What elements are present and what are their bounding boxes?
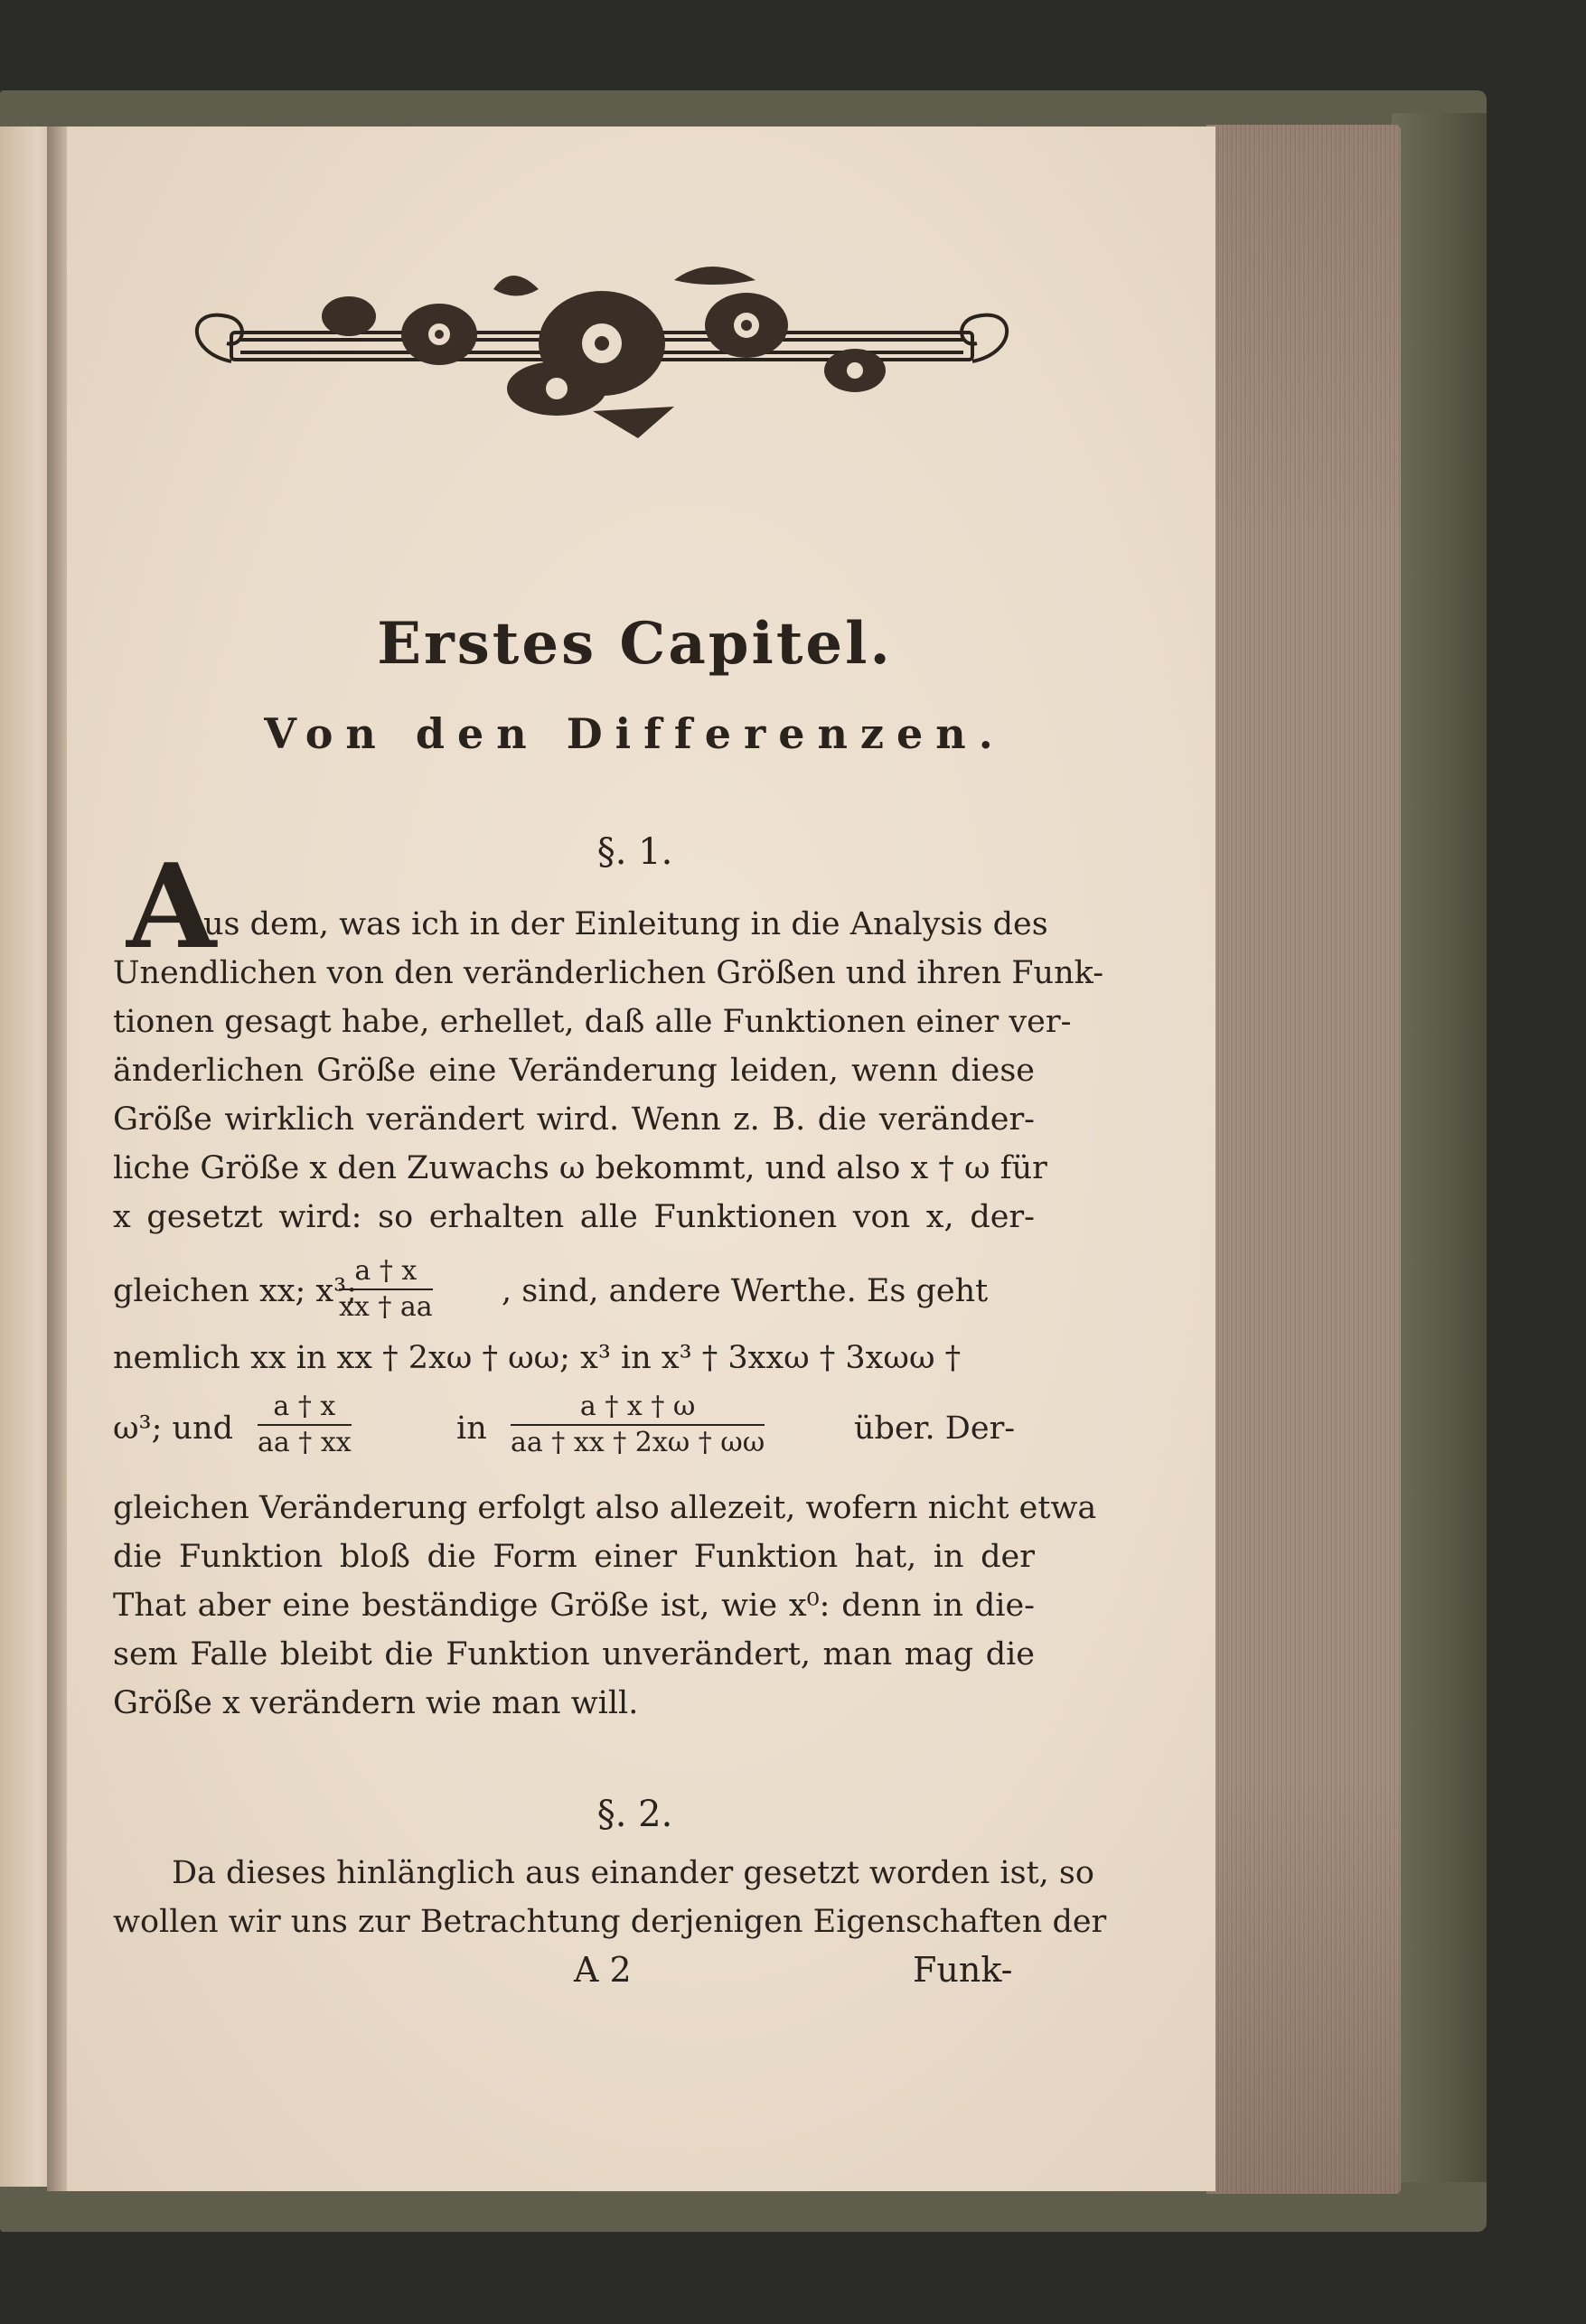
text-line: tionen gesagt habe, erhellet, daß alle Funktionen einer ver-	[113, 1004, 1072, 1040]
catchword: Funk-	[913, 1950, 1013, 1990]
text-line: änderlichen Größe eine Veränderung leiden, wenn diese	[113, 1053, 1035, 1089]
text-line: x gesetzt wird: so erhalten alle Funktionen von x, der-	[113, 1199, 1035, 1235]
formula-prefix: gleichen xx; x³;	[113, 1273, 357, 1309]
formula-middle: in	[456, 1410, 487, 1447]
fraction-denominator: aa † xx	[258, 1427, 352, 1458]
text-line: gleichen Veränderung erfolgt also allezeit, wofern nicht etwa	[113, 1490, 1097, 1526]
chapter-subtitle: Von den Differenzen.	[264, 709, 1006, 758]
previous-page-edge	[0, 127, 54, 2187]
signature-mark: A 2	[574, 1950, 632, 1990]
text-line: Größe wirklich verändert wird. Wenn z. B. die veränder-	[113, 1101, 1035, 1138]
formula-prefix: ω³; und	[113, 1410, 233, 1447]
book-spine-edge	[1392, 113, 1487, 2182]
fraction-numerator: a † x † ω	[511, 1392, 765, 1426]
chapter-title: Erstes Capitel.	[377, 610, 893, 678]
page-fore-edge-shade	[1206, 125, 1401, 2194]
page-content	[54, 127, 1215, 2191]
fraction-denominator: xx † aa	[339, 1291, 433, 1323]
drop-cap: A	[127, 839, 217, 975]
text-line: liche Größe x den Zuwachs ω bekommt, und also x † ω für	[113, 1150, 1047, 1186]
text-line: us dem, was ich in der Einleitung in die Analysis des	[203, 906, 1048, 942]
formula-line-2: nemlich xx in xx † 2xω † ωω; x³ in x³ † 3xxω † 3xωω †	[113, 1340, 962, 1376]
formula-line-1	[113, 1256, 1035, 1328]
text-line: die Funktion bloß die Form einer Funktion hat, in der	[113, 1539, 1035, 1575]
fraction	[511, 1392, 765, 1458]
floral-ornament-icon	[168, 253, 1036, 443]
text-line: Da dieses hinlänglich aus einander gesetzt worden ist, so	[172, 1855, 1094, 1891]
fraction-denominator: aa † xx † 2xω † ωω	[511, 1427, 765, 1458]
fraction	[339, 1256, 433, 1323]
text-line: sem Falle bleibt die Funktion unverändert, man mag die	[113, 1636, 1035, 1673]
fraction-numerator: a † x	[258, 1392, 352, 1426]
formula-line-3	[113, 1392, 1035, 1473]
formula-suffix: , sind, andere Werthe. Es geht	[502, 1273, 989, 1309]
text-line: Unendlichen von den veränderlichen Größen und ihren Funk-	[113, 955, 1104, 991]
text-line: That aber eine beständige Größe ist, wie x⁰: denn in die-	[113, 1588, 1035, 1624]
text-line: wollen wir uns zur Betrachtung derjenigen Eigenschaften der	[113, 1904, 1107, 1940]
formula-suffix: über. Der-	[854, 1410, 1016, 1447]
section-1-mark: §. 1.	[596, 831, 673, 873]
text-line: Größe x verändern wie man will.	[113, 1685, 639, 1721]
fraction-numerator: a † x	[339, 1256, 433, 1290]
fraction	[258, 1392, 352, 1458]
section-2-mark: §. 2.	[596, 1794, 673, 1835]
